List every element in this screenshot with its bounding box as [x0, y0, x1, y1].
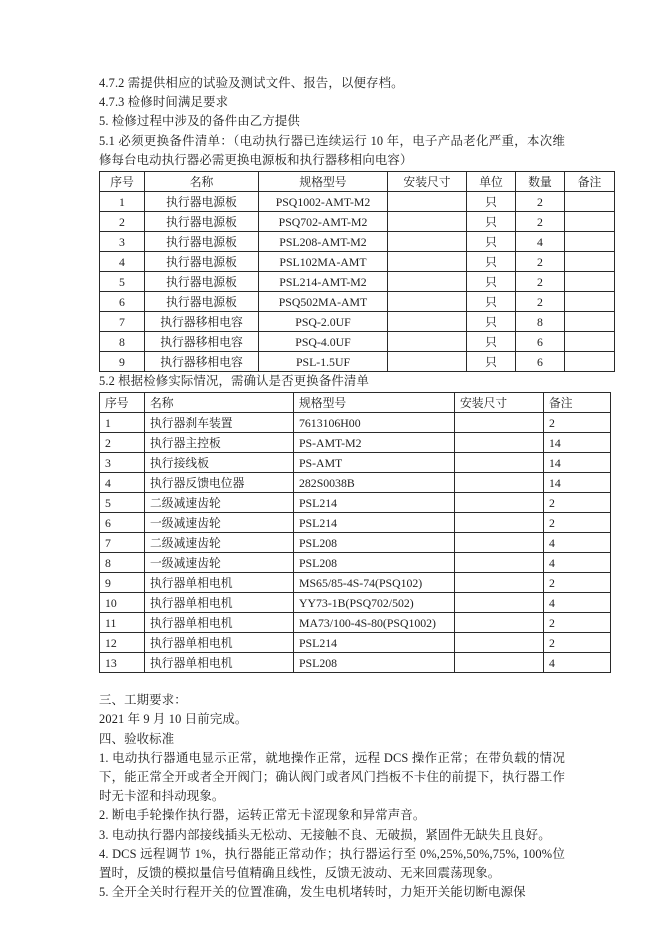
cell-seq: 13: [100, 653, 145, 673]
cell-name: 一级减速齿轮: [145, 553, 294, 573]
cell-model: PSL208: [294, 653, 455, 673]
cell-model: YY73-1B(PSQ702/502): [294, 593, 455, 613]
cell-seq: 9: [100, 352, 145, 372]
cell-note: [565, 332, 615, 352]
cell-seq: 8: [100, 553, 145, 573]
table-row: [100, 212, 615, 232]
cell-note: 4: [544, 653, 611, 673]
table-row: [100, 573, 611, 593]
cell-seq: 6: [100, 292, 145, 312]
cell-model: PSL-1.5UF: [259, 352, 388, 372]
cell-seq: 4: [100, 473, 145, 493]
cell-qty: 2: [516, 272, 565, 292]
cell-model: PSQ502MA-AMT: [259, 292, 388, 312]
cell-name: 执行接线板: [145, 453, 294, 473]
col-header-seq: 序号: [100, 172, 145, 192]
cell-note: 4: [544, 593, 611, 613]
cell-unit: 只: [467, 292, 516, 312]
cell-size: [455, 533, 544, 553]
cell-seq: 3: [100, 453, 145, 473]
cell-size: [388, 292, 467, 312]
cell-model: PSQ-2.0UF: [259, 312, 388, 332]
intro-line-3: 5. 检修过程中涉及的备件由乙方提供: [99, 114, 300, 129]
cell-seq: 11: [100, 613, 145, 633]
cell-note: 4: [544, 553, 611, 573]
cell-name: 执行器单相电机: [145, 653, 294, 673]
cell-model: PSL208: [294, 533, 455, 553]
cell-model: PS-AMT-M2: [294, 433, 455, 453]
cell-name: 二级减速齿轮: [145, 493, 294, 513]
section-5-2-heading: 5.2 根据检修实际情况，需确认是否更换备件清单: [99, 374, 369, 389]
cell-seq: 5: [100, 272, 145, 292]
cell-size: [455, 573, 544, 593]
acceptance-item-4: 4. DCS 远程调节 1%，执行器能正常动作；执行器运行至 0%,25%,50%,75%, 100%位置时，反馈的模拟量信号值精确且线性，反馈无波动、无来回震荡现象。: [99, 846, 565, 881]
cell-name: 执行器电源板: [145, 292, 259, 312]
col-header-note: 备注: [565, 172, 615, 192]
table-row: [100, 192, 615, 212]
cell-unit: 只: [467, 212, 516, 232]
cell-seq: 12: [100, 633, 145, 653]
cell-name: 执行器电源板: [145, 192, 259, 212]
cell-unit: 只: [467, 332, 516, 352]
cell-note: 14: [544, 453, 611, 473]
cell-qty: 8: [516, 312, 565, 332]
col-header-name: 名称: [145, 172, 259, 192]
table-row: [100, 613, 611, 633]
cell-unit: 只: [467, 352, 516, 372]
cell-model: PSL208-AMT-M2: [259, 232, 388, 252]
cell-model: PSL214: [294, 513, 455, 533]
cell-unit: 只: [467, 192, 516, 212]
table-row: [100, 433, 611, 453]
cell-size: [455, 513, 544, 533]
cell-seq: 5: [100, 493, 145, 513]
cell-size: [455, 593, 544, 613]
cell-note: [565, 232, 615, 252]
cell-name: 二级减速齿轮: [145, 533, 294, 553]
cell-model: 282S0038B: [294, 473, 455, 493]
acceptance-item-5: 5. 全开全关时行程开关的位置准确，发生电机堵转时，力矩开关能切断电源保: [99, 885, 526, 900]
table-row: [100, 633, 611, 653]
cell-qty: 2: [516, 212, 565, 232]
table-row: [100, 252, 615, 272]
cell-model: MA73/100-4S-80(PSQ1002): [294, 613, 455, 633]
section-three-body: 2021 年 9 月 10 日前完成。: [99, 712, 248, 727]
cell-qty: 6: [516, 332, 565, 352]
cell-model: PS-AMT: [294, 453, 455, 473]
table-row: [100, 332, 615, 352]
table-row: [100, 553, 611, 573]
cell-note: 4: [544, 533, 611, 553]
cell-size: [455, 453, 544, 473]
cell-model: PSQ-4.0UF: [259, 332, 388, 352]
cell-qty: 4: [516, 232, 565, 252]
table-row: [100, 312, 615, 332]
cell-size: [388, 232, 467, 252]
required-parts-table-body: [100, 192, 615, 372]
cell-size: [455, 493, 544, 513]
intro-line-2: 4.7.3 检修时间满足要求: [99, 95, 229, 110]
col-header-size: 安装尺寸: [388, 172, 467, 192]
cell-qty: 2: [516, 192, 565, 212]
section-spacer: [99, 673, 565, 691]
cell-name: 执行器主控板: [145, 433, 294, 453]
cell-model: PSL214-AMT-M2: [259, 272, 388, 292]
cell-note: [565, 352, 615, 372]
cell-model: PSL208: [294, 553, 455, 573]
cell-note: 2: [544, 413, 611, 433]
cell-note: [565, 292, 615, 312]
cell-seq: 3: [100, 232, 145, 252]
cell-name: 执行器单相电机: [145, 593, 294, 613]
cell-seq: 4: [100, 252, 145, 272]
cell-size: [455, 433, 544, 453]
table-row: [100, 653, 611, 673]
cell-name: 执行器单相电机: [145, 613, 294, 633]
col-header-size: 安装尺寸: [455, 393, 544, 413]
cell-size: [388, 252, 467, 272]
cell-name: 执行器电源板: [145, 212, 259, 232]
cell-note: 2: [544, 513, 611, 533]
table-row: [100, 453, 611, 473]
col-header-qty: 数量: [516, 172, 565, 192]
cell-seq: 9: [100, 573, 145, 593]
table-row: [100, 473, 611, 493]
intro-paragraph-group: [99, 74, 565, 170]
cell-model: PSL214: [294, 633, 455, 653]
acceptance-item-3: 3. 电动执行器内部接线插头无松动、无接触不良、无破损，紧固件无缺失且良好。: [99, 827, 551, 842]
cell-qty: 2: [516, 252, 565, 272]
table-header-row: [100, 393, 611, 413]
col-header-name: 名称: [145, 393, 294, 413]
cell-size: [388, 332, 467, 352]
cell-name: 执行器刹车装置: [145, 413, 294, 433]
cell-seq: 6: [100, 513, 145, 533]
col-header-unit: 单位: [467, 172, 516, 192]
table-row: [100, 292, 615, 312]
table-row: [100, 533, 611, 553]
cell-unit: 只: [467, 312, 516, 332]
cell-note: [565, 312, 615, 332]
col-header-note: 备注: [544, 393, 611, 413]
cell-note: [565, 192, 615, 212]
col-header-seq: 序号: [100, 393, 145, 413]
cell-size: [455, 413, 544, 433]
cell-name: 执行器移相电容: [145, 352, 259, 372]
cell-name: 执行器移相电容: [145, 312, 259, 332]
cell-name: 执行器电源板: [145, 252, 259, 272]
cell-note: 14: [544, 433, 611, 453]
col-header-model: 规格型号: [259, 172, 388, 192]
cell-note: 2: [544, 493, 611, 513]
optional-parts-table: [99, 392, 611, 673]
intro-line-1: 4.7.2 需提供相应的试验及测试文件、报告，以便存档。: [99, 76, 404, 90]
cell-seq: 1: [100, 413, 145, 433]
cell-model: PSL214: [294, 493, 455, 513]
cell-note: [565, 272, 615, 292]
table-header-row: [100, 172, 615, 192]
cell-name: 执行器单相电机: [145, 633, 294, 653]
acceptance-item-1: 1. 电动执行器通电显示正常，就地操作正常，远程 DCS 操作正常；在带负载的情况下，能正常全开或者全开阀门；确认阀门或者风门挡板不卡住的前提下，执行器工作时无卡涩和抖动现象。: [99, 750, 565, 804]
cell-note: 14: [544, 473, 611, 493]
cell-size: [455, 653, 544, 673]
cell-note: 2: [544, 573, 611, 593]
cell-seq: 1: [100, 192, 145, 212]
cell-size: [455, 613, 544, 633]
col-header-model: 规格型号: [294, 393, 455, 413]
cell-seq: 2: [100, 212, 145, 232]
cell-model: 7613106H00: [294, 413, 455, 433]
cell-unit: 只: [467, 252, 516, 272]
section-four-heading: 四、验收标准: [99, 731, 175, 746]
cell-model: MS65/85-4S-74(PSQ102): [294, 573, 455, 593]
cell-name: 执行器单相电机: [145, 573, 294, 593]
cell-name: 一级减速齿轮: [145, 513, 294, 533]
cell-name: 执行器电源板: [145, 232, 259, 252]
cell-model: PSL102MA-AMT: [259, 252, 388, 272]
cell-model: PSQ1002-AMT-M2: [259, 192, 388, 212]
table-row: [100, 272, 615, 292]
document-body: [99, 74, 602, 902]
closing-sections: [99, 691, 565, 902]
table-row: [100, 493, 611, 513]
cell-qty: 2: [516, 292, 565, 312]
cell-size: [388, 212, 467, 232]
cell-note: [565, 252, 615, 272]
section-three-heading: 三、工期要求：: [99, 693, 187, 708]
cell-name: 执行器反馈电位器: [145, 473, 294, 493]
cell-seq: 8: [100, 332, 145, 352]
cell-seq: 7: [100, 312, 145, 332]
table-row: [100, 232, 615, 252]
cell-unit: 只: [467, 232, 516, 252]
cell-model: PSQ702-AMT-M2: [259, 212, 388, 232]
cell-size: [455, 553, 544, 573]
cell-size: [388, 312, 467, 332]
table-row: [100, 513, 611, 533]
cell-name: 执行器移相电容: [145, 332, 259, 352]
cell-size: [388, 272, 467, 292]
cell-qty: 6: [516, 352, 565, 372]
cell-size: [455, 473, 544, 493]
cell-note: [565, 212, 615, 232]
cell-unit: 只: [467, 272, 516, 292]
cell-size: [455, 633, 544, 653]
required-parts-table: [99, 171, 615, 372]
cell-seq: 10: [100, 593, 145, 613]
section-5-1-heading: 5.1 必须更换备件清单：（电动执行器已连续运行 10 年，电子产品老化严重，本次维修每台电动执行器必需更换电源板和执行器移相向电容）: [99, 133, 565, 167]
cell-note: 2: [544, 633, 611, 653]
cell-seq: 7: [100, 533, 145, 553]
table-row: [100, 352, 615, 372]
cell-note: 2: [544, 613, 611, 633]
table-row: [100, 593, 611, 613]
cell-size: [388, 352, 467, 372]
optional-parts-table-body: [100, 413, 611, 673]
acceptance-item-2: 2. 断电手轮操作执行器，运转正常无卡涩现象和异常声音。: [99, 808, 426, 823]
table-row: [100, 413, 611, 433]
cell-seq: 2: [100, 433, 145, 453]
cell-name: 执行器电源板: [145, 272, 259, 292]
cell-size: [388, 192, 467, 212]
